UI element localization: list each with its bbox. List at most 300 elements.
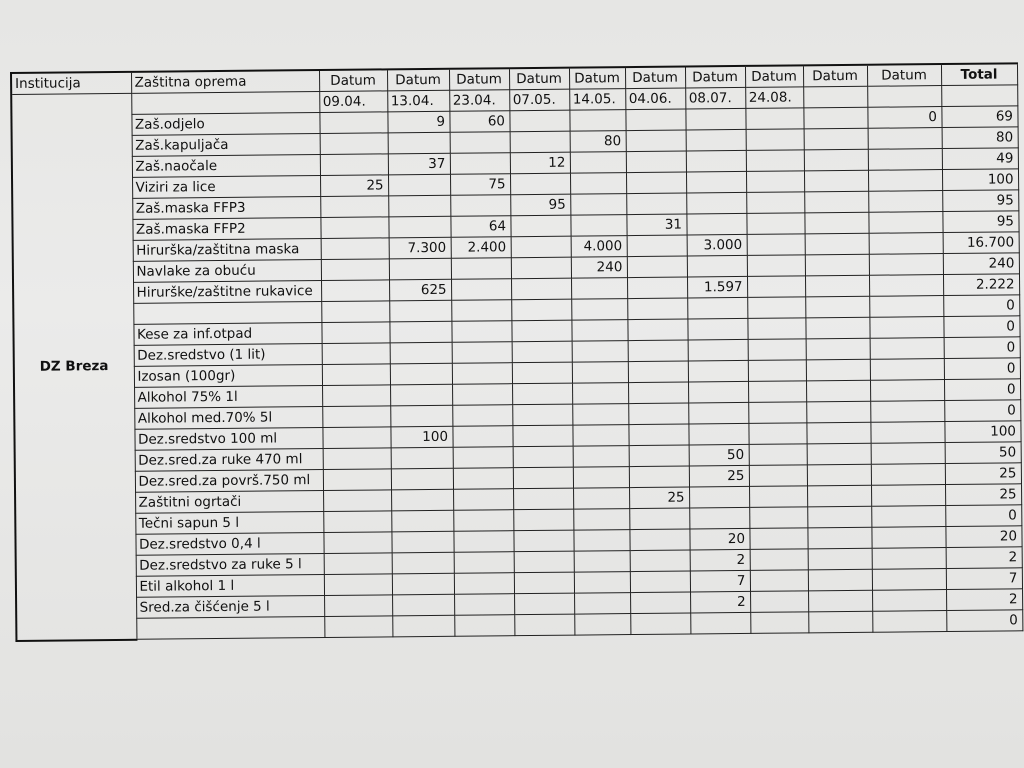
quantity-cell — [389, 321, 451, 343]
quantity-cell — [748, 339, 806, 361]
quantity-cell — [870, 338, 944, 360]
datum-header: Datum — [625, 67, 685, 89]
quantity-cell — [319, 112, 387, 134]
total-cell: 2 — [946, 589, 1022, 611]
total-header: Total — [941, 63, 1017, 85]
item-name: Zaš.odjelo — [131, 113, 319, 136]
quantity-cell — [626, 172, 686, 194]
datum-header: Datum — [867, 64, 941, 86]
quantity-cell — [803, 107, 867, 129]
total-cell: 69 — [941, 106, 1017, 128]
quantity-cell — [570, 152, 626, 174]
quantity-cell — [390, 405, 452, 427]
total-cell: 25 — [945, 463, 1021, 485]
quantity-cell — [804, 191, 868, 213]
quantity-cell — [391, 531, 453, 553]
quantity-cell — [804, 128, 868, 150]
quantity-cell: 9 — [387, 111, 449, 133]
quantity-cell — [807, 443, 871, 465]
quantity-cell — [748, 402, 806, 424]
quantity-cell — [512, 362, 572, 384]
quantity-cell — [573, 446, 629, 468]
quantity-cell — [869, 233, 943, 255]
quantity-cell — [628, 340, 688, 362]
quantity-cell — [391, 447, 453, 469]
quantity-cell — [322, 364, 390, 386]
date-cell: 09.04. — [319, 91, 387, 113]
quantity-cell: 31 — [626, 214, 686, 236]
quantity-cell — [686, 129, 746, 151]
quantity-cell — [871, 485, 945, 507]
total-cell: 0 — [943, 295, 1019, 317]
quantity-cell — [392, 594, 454, 616]
quantity-cell — [573, 509, 629, 531]
quantity-cell: 75 — [450, 174, 510, 196]
datum-header: Datum — [803, 65, 867, 87]
quantity-cell — [871, 464, 945, 486]
quantity-cell — [870, 359, 944, 381]
item-name — [136, 617, 324, 640]
total-cell: 49 — [942, 148, 1018, 170]
quantity-cell — [869, 254, 943, 276]
quantity-cell — [746, 171, 804, 193]
quantity-cell — [806, 422, 870, 444]
quantity-cell — [392, 615, 454, 637]
total-cell: 240 — [943, 253, 1019, 275]
quantity-cell — [805, 254, 869, 276]
quantity-cell — [451, 258, 511, 280]
equipment-table — [10, 62, 1023, 641]
quantity-cell — [690, 612, 750, 634]
quantity-cell — [511, 257, 571, 279]
quantity-cell — [453, 531, 513, 553]
quantity-cell — [451, 279, 511, 301]
quantity-cell — [750, 612, 808, 634]
quantity-cell — [628, 382, 688, 404]
quantity-cell — [628, 403, 688, 425]
quantity-cell: 7 — [690, 570, 750, 592]
quantity-cell — [868, 149, 942, 171]
quantity-cell — [627, 256, 687, 278]
quantity-cell: 1.597 — [687, 276, 747, 298]
quantity-cell: 37 — [388, 153, 450, 175]
quantity-cell — [808, 548, 872, 570]
quantity-cell — [452, 342, 512, 364]
quantity-cell — [749, 444, 807, 466]
quantity-cell — [805, 233, 869, 255]
item-name: Hirurška/zaštitna maska — [133, 239, 321, 262]
item-name: Hirurške/zaštitne rukavice — [133, 281, 321, 304]
quantity-cell — [450, 195, 510, 217]
quantity-cell: 100 — [390, 426, 452, 448]
quantity-cell — [806, 359, 870, 381]
quantity-cell — [324, 553, 392, 575]
quantity-cell: 2.400 — [451, 237, 511, 259]
quantity-cell — [321, 280, 389, 302]
quantity-cell: 25 — [689, 465, 749, 487]
quantity-cell — [513, 446, 573, 468]
quantity-cell — [747, 276, 805, 298]
dates-total-cell — [941, 85, 1017, 107]
quantity-cell — [453, 489, 513, 511]
quantity-cell — [629, 466, 689, 488]
quantity-cell — [512, 383, 572, 405]
total-cell: 0 — [944, 337, 1020, 359]
quantity-cell — [320, 217, 388, 239]
date-cell: 07.05. — [509, 89, 569, 111]
quantity-cell — [572, 404, 628, 426]
date-cell: 23.04. — [449, 90, 509, 112]
quantity-cell — [625, 109, 685, 131]
quantity-cell — [750, 549, 808, 571]
quantity-cell — [569, 110, 625, 132]
item-name: Zaš.kapuljača — [132, 134, 320, 157]
quantity-cell — [323, 469, 391, 491]
quantity-cell — [454, 594, 514, 616]
quantity-cell — [746, 129, 804, 151]
quantity-cell — [628, 361, 688, 383]
date-cell: 04.06. — [625, 88, 685, 110]
quantity-cell — [454, 615, 514, 637]
quantity-cell — [870, 422, 944, 444]
quantity-cell — [688, 360, 748, 382]
quantity-cell — [689, 507, 749, 529]
quantity-cell — [869, 317, 943, 339]
total-cell: 0 — [944, 358, 1020, 380]
item-name: Dez.sredstvo 0,4 l — [135, 533, 323, 556]
total-cell: 16.700 — [943, 232, 1019, 254]
quantity-cell — [574, 551, 630, 573]
quantity-cell — [808, 590, 872, 612]
quantity-cell — [629, 508, 689, 530]
quantity-cell — [748, 381, 806, 403]
quantity-cell — [686, 171, 746, 193]
equipment-header: Zaštitna oprema — [131, 70, 319, 93]
quantity-cell — [572, 425, 628, 447]
quantity-cell — [747, 318, 805, 340]
quantity-cell — [324, 574, 392, 596]
quantity-cell — [454, 573, 514, 595]
quantity-cell — [573, 467, 629, 489]
quantity-cell — [571, 278, 627, 300]
item-name: Kese za inf.otpad — [133, 323, 321, 346]
quantity-cell: 12 — [510, 152, 570, 174]
quantity-cell — [574, 614, 630, 636]
quantity-cell — [322, 427, 390, 449]
quantity-cell — [574, 572, 630, 594]
quantity-cell — [322, 406, 390, 428]
quantity-cell — [745, 108, 803, 130]
quantity-cell: 95 — [510, 194, 570, 216]
quantity-cell — [868, 191, 942, 213]
quantity-cell — [320, 154, 388, 176]
quantity-cell — [747, 297, 805, 319]
table-body — [11, 63, 1022, 640]
quantity-cell — [322, 385, 390, 407]
quantity-cell — [390, 384, 452, 406]
quantity-cell — [808, 569, 872, 591]
quantity-cell — [514, 593, 574, 615]
quantity-cell — [629, 445, 689, 467]
quantity-cell — [389, 300, 451, 322]
quantity-cell: 240 — [571, 257, 627, 279]
quantity-cell — [388, 174, 450, 196]
quantity-cell — [572, 383, 628, 405]
quantity-cell — [391, 468, 453, 490]
item-name: Zaš.maska FFP3 — [132, 197, 320, 220]
quantity-cell — [390, 342, 452, 364]
quantity-cell — [391, 489, 453, 511]
quantity-cell — [510, 215, 570, 237]
quantity-cell — [389, 258, 451, 280]
quantity-cell — [392, 573, 454, 595]
quantity-cell: 80 — [570, 131, 626, 153]
quantity-cell — [805, 317, 869, 339]
quantity-cell: 2 — [690, 549, 750, 571]
quantity-cell — [688, 339, 748, 361]
item-name: Izosan (100gr) — [134, 365, 322, 388]
quantity-cell — [452, 405, 512, 427]
quantity-cell — [513, 467, 573, 489]
total-cell: 100 — [942, 169, 1018, 191]
quantity-cell — [513, 488, 573, 510]
quantity-cell — [628, 424, 688, 446]
quantity-cell — [323, 532, 391, 554]
total-cell: 20 — [945, 526, 1021, 548]
quantity-cell — [574, 593, 630, 615]
quantity-cell — [320, 196, 388, 218]
quantity-cell — [321, 259, 389, 281]
quantity-cell: 64 — [450, 216, 510, 238]
quantity-cell — [746, 213, 804, 235]
date-cell: 13.04. — [387, 90, 449, 112]
quantity-cell: 3.000 — [687, 234, 747, 256]
quantity-cell — [388, 132, 450, 154]
quantity-cell — [748, 423, 806, 445]
quantity-cell — [630, 592, 690, 614]
quantity-cell — [687, 297, 747, 319]
date-cell: 14.05. — [569, 89, 625, 111]
quantity-cell — [806, 380, 870, 402]
quantity-cell — [511, 278, 571, 300]
quantity-cell — [570, 215, 626, 237]
quantity-cell — [513, 530, 573, 552]
quantity-cell — [388, 216, 450, 238]
quantity-cell — [511, 299, 571, 321]
quantity-cell — [630, 571, 690, 593]
quantity-cell — [451, 300, 511, 322]
item-name: Alkohol med.70% 5l — [134, 407, 322, 430]
quantity-cell — [452, 384, 512, 406]
quantity-cell — [747, 255, 805, 277]
quantity-cell — [868, 170, 942, 192]
quantity-cell — [571, 320, 627, 342]
quantity-cell — [748, 360, 806, 382]
quantity-cell — [749, 528, 807, 550]
total-cell: 2 — [946, 547, 1022, 569]
total-cell: 95 — [942, 190, 1018, 212]
quantity-cell — [872, 569, 946, 591]
quantity-cell — [452, 363, 512, 385]
total-cell: 0 — [946, 610, 1022, 632]
quantity-cell — [512, 425, 572, 447]
quantity-cell — [323, 448, 391, 470]
quantity-cell — [804, 212, 868, 234]
item-name: Tečni sapun 5 l — [135, 512, 323, 535]
quantity-cell — [807, 506, 871, 528]
quantity-cell — [627, 277, 687, 299]
quantity-cell: 20 — [689, 528, 749, 550]
quantity-cell — [749, 465, 807, 487]
quantity-cell: 625 — [389, 279, 451, 301]
quantity-cell — [686, 150, 746, 172]
quantity-cell — [514, 614, 574, 636]
quantity-cell: 2 — [690, 591, 750, 613]
quantity-cell — [321, 301, 389, 323]
quantity-cell — [320, 133, 388, 155]
datum-header: Datum — [569, 67, 625, 89]
quantity-cell — [868, 212, 942, 234]
quantity-cell — [572, 341, 628, 363]
quantity-cell: 0 — [867, 107, 941, 129]
quantity-cell — [749, 486, 807, 508]
quantity-cell — [392, 552, 454, 574]
item-name: Sred.za čišćenje 5 l — [136, 596, 324, 619]
quantity-cell — [747, 234, 805, 256]
total-cell: 0 — [943, 316, 1019, 338]
quantity-cell — [509, 110, 569, 132]
quantity-cell: 4.000 — [571, 236, 627, 258]
item-name: Dez.sredstvo za ruke 5 l — [136, 554, 324, 577]
datum-header: Datum — [319, 69, 387, 91]
total-cell: 2.222 — [943, 274, 1019, 296]
quantity-cell — [573, 530, 629, 552]
quantity-cell — [390, 363, 452, 385]
quantity-cell — [511, 320, 571, 342]
quantity-cell — [453, 447, 513, 469]
quantity-cell — [871, 506, 945, 528]
quantity-cell — [450, 132, 510, 154]
quantity-cell — [453, 510, 513, 532]
quantity-cell — [688, 423, 748, 445]
quantity-cell — [807, 485, 871, 507]
quantity-cell — [510, 131, 570, 153]
date-cell — [867, 86, 941, 108]
quantity-cell — [514, 551, 574, 573]
total-cell: 0 — [944, 400, 1020, 422]
quantity-cell — [321, 322, 389, 344]
item-name: Alkohol 75% 1l — [134, 386, 322, 409]
quantity-cell: 25 — [629, 487, 689, 509]
quantity-cell — [870, 380, 944, 402]
quantity-cell — [626, 151, 686, 173]
total-cell: 7 — [946, 568, 1022, 590]
quantity-cell — [322, 343, 390, 365]
quantity-cell — [806, 338, 870, 360]
item-name: Zaš.naočale — [132, 155, 320, 178]
quantity-cell — [570, 173, 626, 195]
datum-header: Datum — [685, 66, 745, 88]
date-cell: 08.07. — [685, 87, 745, 109]
item-name: Dez.sred.za ruke 470 ml — [135, 449, 323, 472]
quantity-cell — [869, 296, 943, 318]
item-name: Etil alkohol 1 l — [136, 575, 324, 598]
datum-header: Datum — [449, 68, 509, 90]
total-cell: 0 — [945, 505, 1021, 527]
institution-name: DZ Breza — [11, 93, 136, 640]
quantity-cell — [572, 362, 628, 384]
quantity-cell: 60 — [449, 111, 509, 133]
quantity-cell — [452, 426, 512, 448]
datum-header: Datum — [509, 68, 569, 90]
quantity-cell — [804, 149, 868, 171]
quantity-cell — [871, 443, 945, 465]
quantity-cell — [627, 319, 687, 341]
quantity-cell — [804, 170, 868, 192]
quantity-cell — [805, 296, 869, 318]
quantity-cell — [872, 611, 946, 633]
quantity-cell — [870, 401, 944, 423]
quantity-cell — [750, 591, 808, 613]
quantity-cell — [806, 401, 870, 423]
item-name: Dez.sredstvo 100 ml — [134, 428, 322, 451]
document-sheet — [10, 62, 1023, 641]
total-cell: 0 — [944, 379, 1020, 401]
item-name: Viziri za lice — [132, 176, 320, 199]
quantity-cell — [688, 402, 748, 424]
quantity-cell — [388, 195, 450, 217]
quantity-cell — [323, 511, 391, 533]
quantity-cell — [454, 552, 514, 574]
quantity-cell — [512, 404, 572, 426]
quantity-cell — [514, 572, 574, 594]
item-name: Dez.sredstvo (1 lit) — [134, 344, 322, 367]
quantity-cell — [746, 150, 804, 172]
quantity-cell — [511, 236, 571, 258]
quantity-cell — [391, 510, 453, 532]
quantity-cell — [453, 468, 513, 490]
total-cell: 95 — [942, 211, 1018, 233]
quantity-cell — [872, 548, 946, 570]
quantity-cell: 7.300 — [389, 237, 451, 259]
quantity-cell — [513, 509, 573, 531]
quantity-cell — [626, 130, 686, 152]
quantity-cell: 25 — [320, 175, 388, 197]
quantity-cell — [807, 464, 871, 486]
datum-header: Datum — [387, 69, 449, 91]
item-name: Zaš.maska FFP2 — [132, 218, 320, 241]
quantity-cell — [805, 275, 869, 297]
quantity-cell — [807, 527, 871, 549]
quantity-cell — [627, 298, 687, 320]
quantity-cell — [570, 194, 626, 216]
quantity-cell — [687, 255, 747, 277]
quantity-cell — [324, 595, 392, 617]
quantity-cell: 50 — [689, 444, 749, 466]
quantity-cell — [510, 173, 570, 195]
quantity-cell — [512, 341, 572, 363]
quantity-cell — [451, 321, 511, 343]
quantity-cell — [869, 275, 943, 297]
quantity-cell — [687, 318, 747, 340]
date-cell: 24.08. — [745, 87, 803, 109]
total-cell: 80 — [942, 127, 1018, 149]
quantity-cell — [746, 192, 804, 214]
quantity-cell — [323, 490, 391, 512]
quantity-cell — [871, 527, 945, 549]
quantity-cell — [868, 128, 942, 150]
quantity-cell — [321, 238, 389, 260]
